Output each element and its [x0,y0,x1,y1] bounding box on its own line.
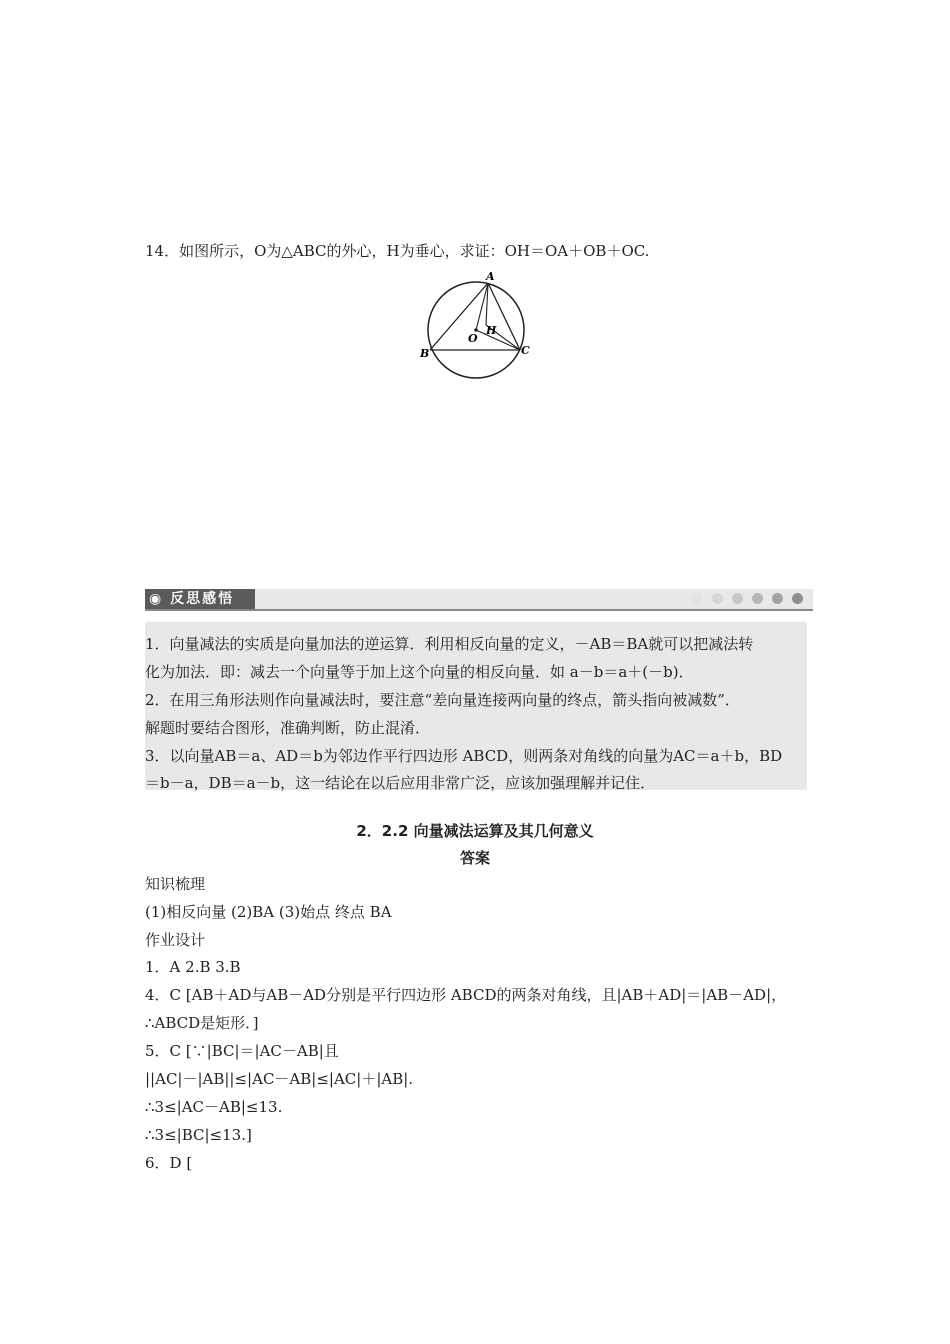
reflection-line: 3．以向量AB＝a、AD＝b为邻边作平行四边形 ABCD，则两条对角线的向量为AC＝a＋b，BD [145,747,783,765]
answer-line: ∴3≤|BC|≤13.] [145,1126,252,1144]
banner-dot [792,593,803,604]
label-A: A [486,270,495,283]
side-AC [488,283,520,350]
banner-dots [692,593,803,604]
reflection-line: ＝b－a，DB＝a－b，这一结论在以后应用非常广泛，应该加强理解并记住． [145,774,656,792]
label-B: B [420,347,430,360]
banner-rule [145,609,813,611]
answers-title: 2．2.2 向量减法运算及其几何意义 [356,822,594,840]
answer-line: (1)相反向量 (2)BA (3)始点 终点 BA [145,903,392,921]
banner-bar [255,589,813,609]
answer-line: ∴3≤|AC－AB|≤13. [145,1098,283,1116]
banner-dot [732,593,743,604]
reflection-line: 2．在用三角形法则作向量减法时，要注意“差向量连接两向量的终点，箭头指向被减数”． [145,691,740,709]
banner-dot [692,593,703,604]
label-O: O [468,332,478,345]
answer-line: 知识梳理 [145,875,206,893]
banner-dot [712,593,723,604]
answer-line: 6．D [ [145,1154,193,1172]
segment-OC [476,330,520,350]
reflection-banner [145,589,813,609]
label-H: H [486,324,497,337]
banner-dot [772,593,783,604]
answer-line: ||AC|－|AB||≤|AC－AB|≤|AC|＋|AB|. [145,1070,414,1088]
answer-line: 5．C [∵|BC|＝|AC－AB|且 [145,1042,339,1060]
reflection-line: 1．向量减法的实质是向量加法的逆运算．利用相反向量的定义，－AB＝BA就可以把减法转 [145,635,754,653]
answers-subtitle: 答案 [459,849,490,867]
question-14: 14．如图所示，O为△ABC的外心，H为垂心，求证：OH＝OA＋OB＋OC. [145,242,650,260]
banner-dot [752,593,763,604]
label-C: C [521,344,530,357]
reflection-heading: ◉ 反思感悟 [145,589,255,609]
reflection-line: 解题时要结合图形，准确判断，防止混淆． [145,719,431,737]
reflection-line: 化为加法．即：减去一个向量等于加上这个向量的相反向量．如 a－b＝a＋(－b)． [145,663,694,681]
circle-triangle-figure [410,270,545,385]
answer-line: 4．C [AB＋AD与AB－AD分别是平行四边形 ABCD的两条对角线，且|AB＋AD|＝|AB－AD|， [145,986,787,1004]
answer-line: 1．A 2.B 3.B [145,958,241,976]
answer-line: ∴ABCD是矩形．] [145,1014,259,1032]
answer-line: 作业设计 [145,931,206,949]
